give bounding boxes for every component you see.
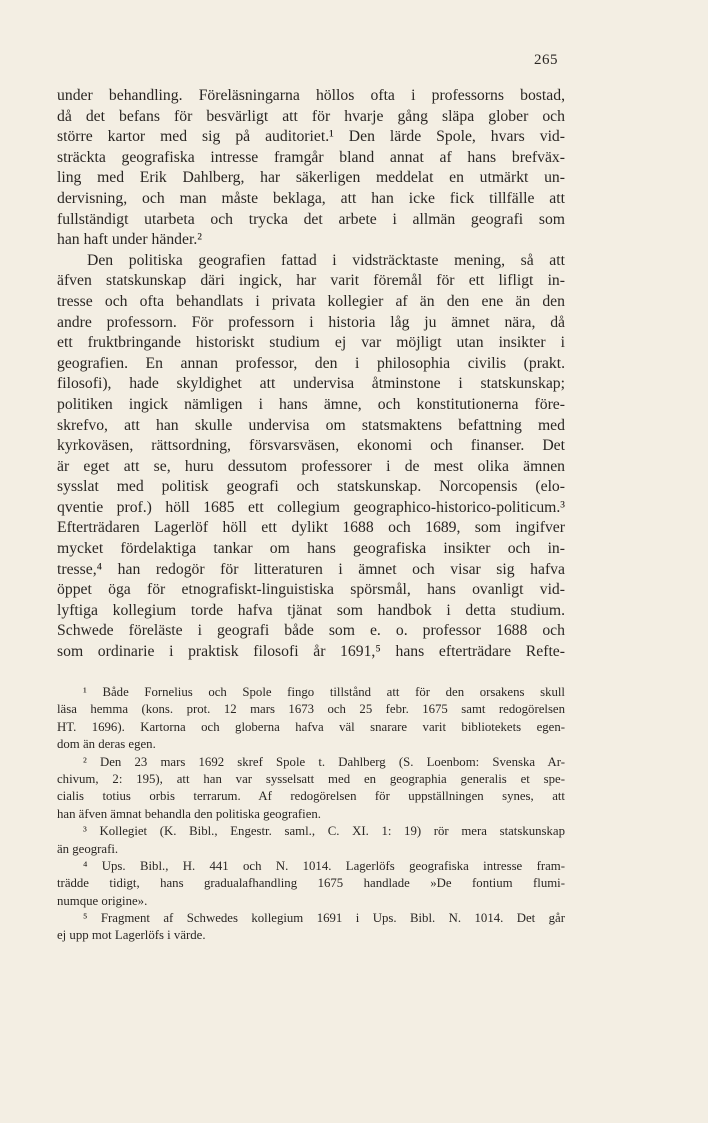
body-line: då det befans för besvärligt att för hvarje gång släpa glober och: [57, 107, 565, 125]
body-line: lyftiga kollegium torde hafva tjänat som handbok i detta studium.: [57, 601, 565, 619]
body-line: Schwede föreläste i geografi både som e. o. professor 1688 och: [57, 622, 565, 640]
footnote-line: ⁴ Ups. Bibl., H. 441 och N. 1014. Lagerlöfs geografiska intresse fram-: [83, 858, 565, 873]
footnote-line: läsa hemma (kons. prot. 12 mars 1673 och 25 febr. 1675 samt redogörelsen: [57, 702, 565, 717]
body-line: qventie prof.) höll 1685 ett collegium geographico-historico-politicum.³: [57, 498, 565, 516]
footnote-line: trädde tidigt, hans gradualafhandling 1675 handlade »De fontium flumi-: [57, 876, 565, 891]
footnote-line: ej upp mot Lagerlöfs i värde.: [57, 928, 206, 943]
body-line: filosofi), hade skyldighet att undervisa åtminstone i statskunskap;: [57, 375, 565, 393]
body-line: politiken ingick nämligen i hans ämne, och konstitutionerna före-: [57, 395, 565, 413]
footnote-line: HT. 1696). Kartorna och globerna hafva väl snarare varit bibliotekets egen-: [57, 719, 565, 734]
body-line: Efterträdaren Lagerlöf höll ett dylikt 1688 och 1689, som ingifver: [57, 519, 565, 537]
body-line: kyrkoväsen, rättsordning, försvarsväsen, ekonomi och finanser. Det: [57, 437, 565, 455]
body-line: mycket fördelaktiga tankar om hans geografiska insikter och in-: [57, 540, 565, 558]
body-line: Den politiska geografien fattad i vidsträcktaste mening, så att: [87, 251, 565, 269]
body-line: sträckta geografiska intresse framgår bland annat af hans brefväx-: [57, 148, 565, 166]
body-line: är eget att se, huru dessutom professorer i de mest olika ämnen: [57, 457, 565, 475]
body-line: andre professorn. För professorn i historia låg ju ämnet nära, då: [57, 313, 565, 331]
footnote-line: cialis totius orbis terrarum. Af redogörelsen för uppställningen synes, att: [57, 789, 565, 804]
footnote-line: han äfven ämnat behandla den politiska geografien.: [57, 806, 322, 821]
page-number: 265: [534, 52, 558, 68]
body-line: han haft under händer.²: [57, 231, 202, 249]
body-line: under behandling. Föreläsningarna höllos ofta i professorns bostad,: [57, 87, 565, 104]
footnote-line: ³ Kollegiet (K. Bibl., Engestr. saml., C. XI. 1: 19) rör mera statskunskap: [83, 824, 565, 839]
body-line: tresse,⁴ han redogör för litteraturen i ämnet och visar sig hafva: [57, 560, 565, 578]
footnote-line: ² Den 23 mars 1692 skref Spole t. Dahlberg (S. Loenbom: Svenska Ar-: [83, 754, 565, 769]
body-line: fullständigt utarbeta och trycka det arbete i allmän geografi som: [57, 210, 565, 228]
body-line: ling med Erik Dahlberg, har säkerligen meddelat en utmärkt un-: [57, 169, 565, 187]
footnote-line: chivum, 2: 195), att han var sysselsatt med en geographia generalis et spe-: [57, 771, 565, 786]
footnote-line: ⁵ Fragment af Schwedes kollegium 1691 i Ups. Bibl. N. 1014. Det går: [83, 911, 565, 926]
body-line: som ordinarie i praktisk filosofi år 1691,⁵ hans efterträdare Refte-: [57, 643, 565, 661]
footnote-line: numque origine».: [57, 893, 148, 908]
body-line: tresse och ofta behandlats i privata kollegier af än den ene än den: [57, 292, 565, 310]
body-line: äfven statskunskap däri ingick, har varit föremål för ett lifligt in-: [57, 272, 565, 290]
body-line: öppet öga för etnografiskt-linguistiska spörsmål, hans ovanligt vid-: [57, 581, 565, 599]
body-line: skrefvo, att han skulle undervisa om statsmaktens befattning med: [57, 416, 565, 434]
footnote-line: dom än deras egen.: [57, 737, 156, 752]
footnotes: [57, 684, 565, 945]
footnote-line: ¹ Både Fornelius och Spole fingo tillstånd att för den orsakens skull: [83, 685, 565, 699]
body-line: dervisning, och man måste beklaga, att han icke fick tillfälle att: [57, 189, 565, 207]
body-line: större kartor med sig på auditoriet.¹ Den lärde Spole, hvars vid-: [57, 128, 565, 146]
body-line: sysslat med politisk geografi och statskunskap. Norcopensis (elo-: [57, 478, 565, 496]
body-line: geografien. En annan professor, den i philosophia civilis (prakt.: [57, 354, 565, 372]
body-line: ett fruktbringande historiskt studium ej var möjligt utan insikter i: [57, 334, 565, 352]
footnote-line: än geografi.: [57, 841, 119, 856]
body-text: [57, 86, 565, 663]
